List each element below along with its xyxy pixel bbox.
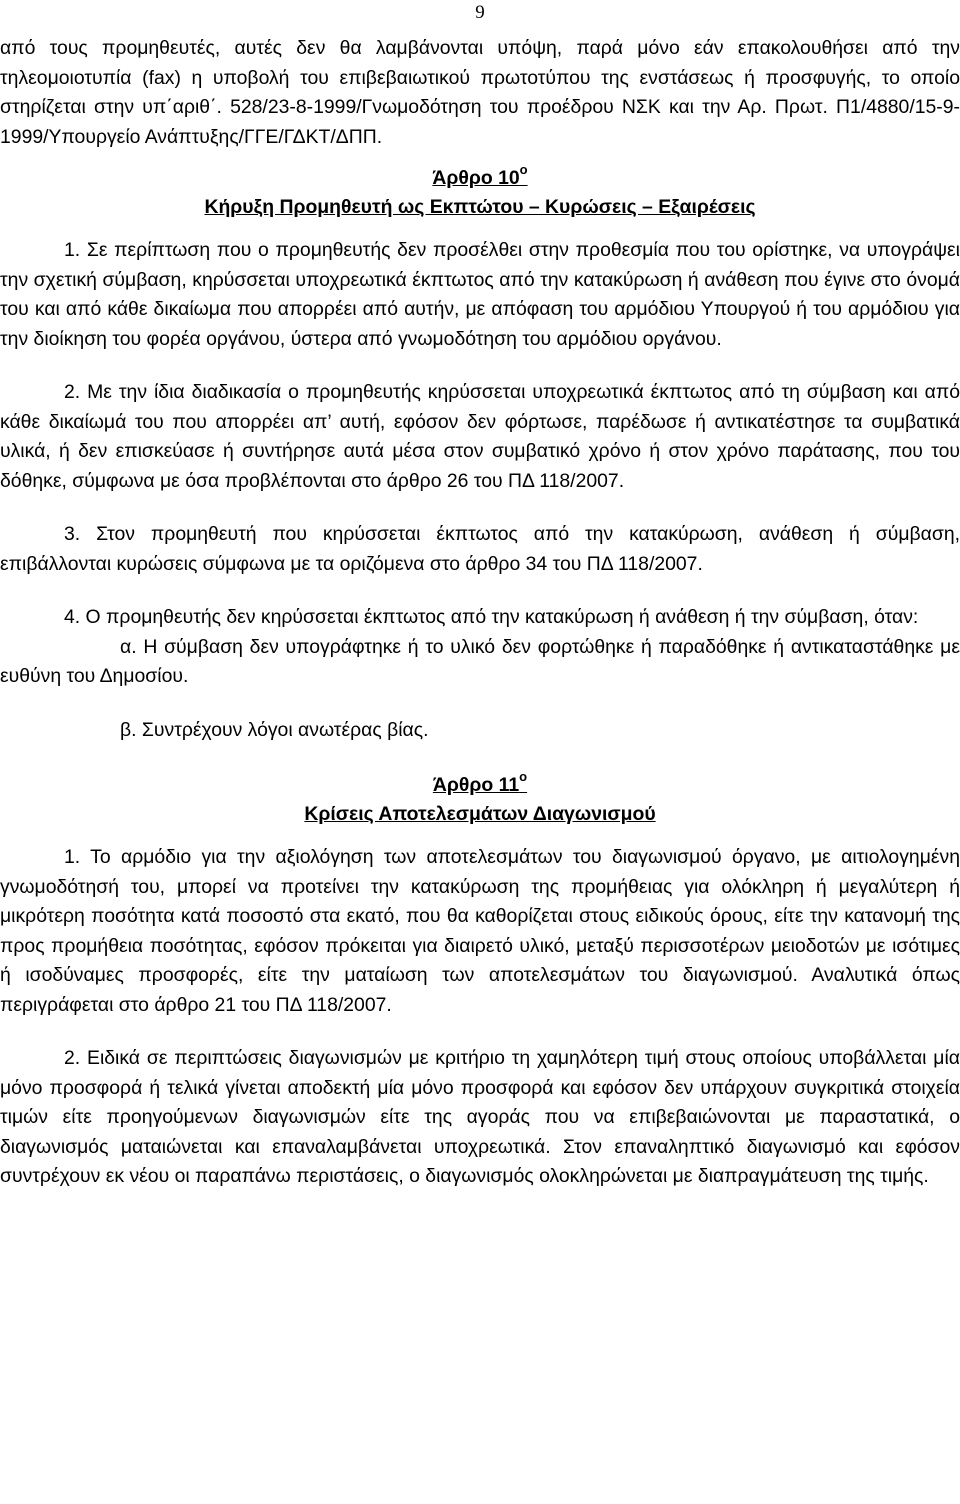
article-10-paragraph-1: 1. Σε περίπτωση που ο προμηθευτής δεν προσέλθει στην προθεσμία που του ορίστηκε, να υπογράψει την σχετική σύμβαση, κηρύσσεται υποχρεωτικά έκπτωτος από την κατακύρωση ή ανάθεση που έγινε στο όνομά του και από κάθε δικαίωμα που απορρέει από αυτήν, με απόφαση του αρμόδιου Υπουργού ή του αρμόδιου για την διοίκηση του φορέα οργάνου, ύστερα από γνωμοδότηση του αρμόδιου οργάνου.	[0, 239, 960, 350]
article-10-item-b: β. Συντρέχουν λόγοι ανωτέρας βίας.	[120, 718, 429, 741]
article-10-subheading: Κήρυξη Προμηθευτή ως Εκπτώτου – Κυρώσεις – Εξαιρέσεις	[204, 196, 756, 218]
article-11-paragraph-1: 1. Το αρμόδιο για την αξιολόγηση των αποτελεσμάτων του διαγωνισμού όργανο, με αιτιολογημένη γνωμοδότησή του, μπορεί να προτείνει την κατακύρωση της προμήθειας για ολόκληρη ή μεγαλύτερη ή μικρότερη ποσότητα κατά ποσοστό στα εκατό, που θα καθορίζεται στους ειδικούς όρους, είτε την κατανομή της προς προμήθεια ποσότητας, εφόσον πρόκειται για διαιρετό υλικό, μεταξύ περισσοτέρων μειοδοτών με ισότιμες ή ισοδύναμες προσφορές, είτε την ματαίωση των αποτελεσμάτων του διαγωνισμού. Αναλυτικά όπως περιγράφεται στο άρθρο 21 του ΠΔ 118/2007.	[0, 846, 960, 1016]
article-11-title	[0, 768, 960, 829]
page-number: 9	[475, 2, 485, 23]
article-11-heading-sup: ο	[519, 768, 528, 784]
article-10-heading-sup: ο	[519, 161, 528, 177]
article-10-paragraph-4: 4. Ο προμηθευτής δεν κηρύσσεται έκπτωτος από την κατακύρωση ή ανάθεση ή την σύμβαση, όταν:	[64, 606, 919, 628]
article-11-heading-text: Άρθρο 11	[432, 774, 520, 796]
article-10-paragraph-3: 3. Στον προμηθευτή που κηρύσσεται έκπτωτος από την κατακύρωση, ανάθεση ή σύμβαση, επιβάλλονται κυρώσεις σύμφωνα με τα οριζόμενα στο άρθρο 34 του ΠΔ 118/2007.	[0, 523, 960, 575]
article-10-heading-text: Άρθρο 10	[432, 167, 520, 189]
article-10-heading	[0, 161, 960, 193]
document-body	[0, 34, 960, 1192]
article-10-title	[0, 161, 960, 222]
article-11-paragraph-2: 2. Ειδικά σε περιπτώσεις διαγωνισμών με κριτήριο τη χαμηλότερη τιμή στους οποίους υποβάλλεται μία μόνο προσφορά ή τελικά γίνεται αποδεκτή μία μόνο προσφορά και εφόσον δεν υπάρχουν συγκριτικά στοιχεία τιμών είτε προηγούμενων διαγωνισμών είτε της αγοράς που να επιβεβαιώνονται με παραστατικά, ο διαγωνισμός ματαιώνεται και επαναλαμβάνεται υποχρεωτικά. Στον επαναληπτικό διαγωνισμό και εφόσον συντρέχουν εκ νέου οι παραπάνω περιστάσεις, ο διαγωνισμός ολοκληρώνεται με διαπραγμάτευση της τιμής.	[0, 1047, 960, 1187]
article-10-item-a: α. Η σύμβαση δεν υπογράφτηκε ή το υλικό δεν φορτώθηκε ή παραδόθηκε ή αντικαταστάθηκε με ευθύνη του Δημοσίου.	[0, 635, 960, 687]
intro-paragraph: από τους προμηθευτές, αυτές δεν θα λαμβάνονται υπόψη, παρά μόνο εάν επακολουθήσει από την τηλεομοιοτυπία (fax) η υποβολή του επιβεβαιωτικού πρωτοτύπου της ενστάσεως ή προσφυγής, το οποίο στηρίζεται στην υπ΄αριθ΄. 528/23-8-1999/Γνωμοδότηση του προέδρου ΝΣΚ και την Αρ. Πρωτ. Π1/4880/15-9-1999/Υπουργείο Ανάπτυξης/ΓΓΕ/ΓΔΚΤ/ΔΠΠ.	[0, 37, 960, 148]
article-11-heading	[0, 768, 960, 800]
article-10-paragraph-2: 2. Με την ίδια διαδικασία ο προμηθευτής κηρύσσεται υποχρεωτικά έκπτωτος από τη σύμβαση και από κάθε δικαίωμά του που απορρέει απ’ αυτή, εφόσον δεν φόρτωσε, παρέδωσε ή αντικατέστησε τα συμβατικά υλικά, ή δεν επισκεύασε ή συντήρησε αυτά μέσα στον συμβατικό χρόνο ή στον χρόνο παράτασης, που του δόθηκε, σύμφωνα με όσα προβλέπονται στο άρθρο 26 του ΠΔ 118/2007.	[0, 381, 960, 492]
article-11-subheading: Κρίσεις Αποτελεσμάτων Διαγωνισμού	[304, 803, 656, 825]
